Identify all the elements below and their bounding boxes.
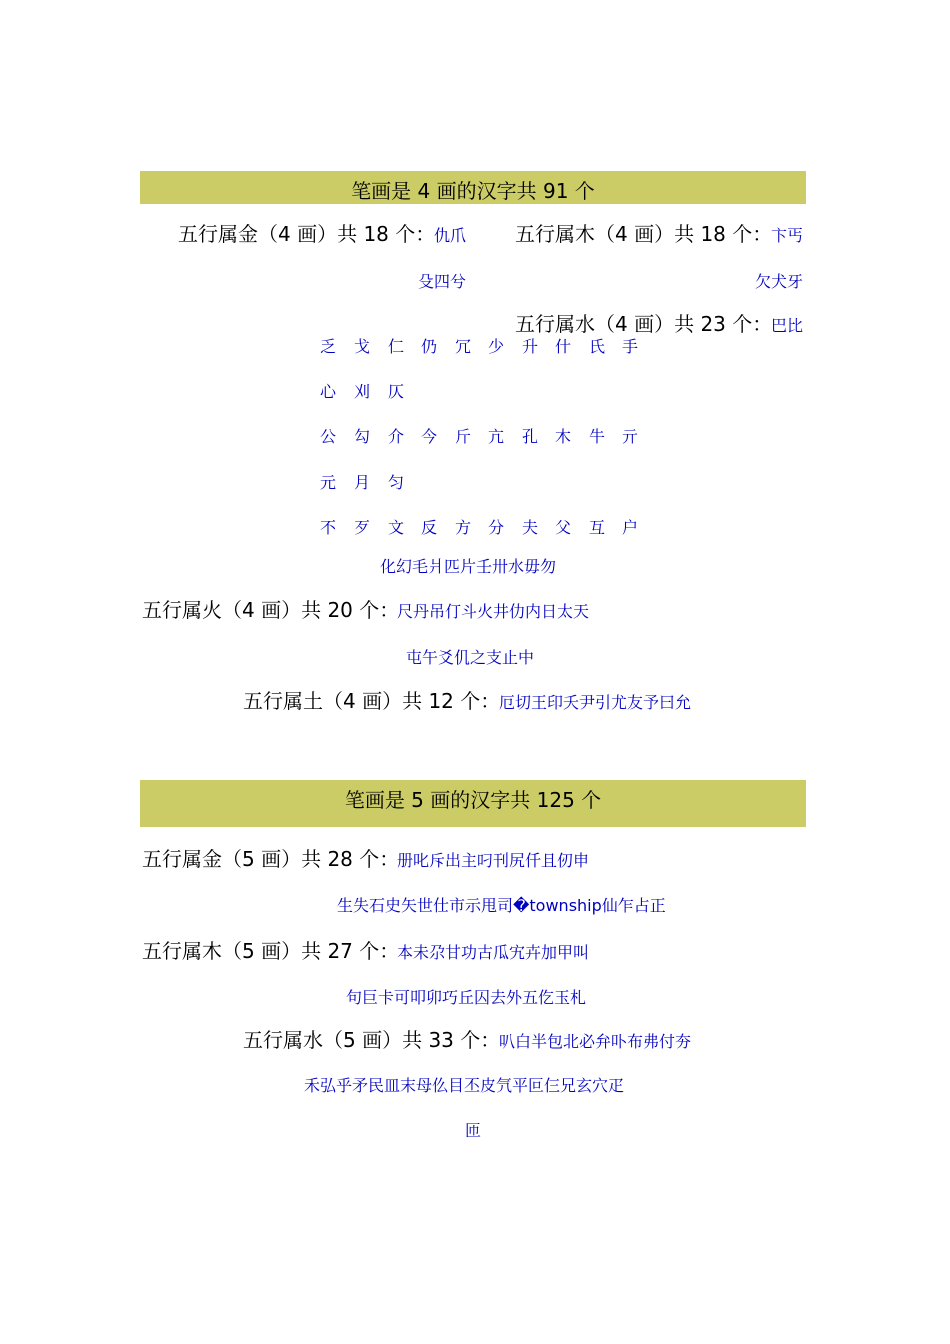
grid-char: 心 [320,382,337,401]
section-4-heading-band [140,171,806,204]
fire-4-chars-line2: 屯午爻仉之支止中 [406,648,535,667]
wood-5-label: 五行属木（5 画）共 27 个： [142,939,400,963]
grid-char: 手 [622,337,639,356]
water-4-chars-line1: 巴比 [771,316,804,335]
grid-char: 文 [388,518,405,537]
grid-char: 匀 [388,473,405,492]
grid-char: 牛 [589,427,606,446]
earth-4-label: 五行属土（4 画）共 12 个： [243,689,501,713]
grid-char: 分 [488,518,505,537]
grid-char: 仍 [421,337,438,356]
grid-char: 不 [320,518,337,537]
grid-char: 升 [522,337,539,356]
water-5-chars-line2: 禾弘乎矛民皿末母仫目丕皮氕平叵仨兄玄穴疋 [304,1076,625,1095]
grid-char: 刈 [354,382,371,401]
grid-char: 父 [555,518,572,537]
grid-char: 元 [320,473,337,492]
section-5-heading-band [140,780,806,827]
grid-char: 反 [421,518,438,537]
fire-4-chars-line1: 尺丹吊仃斗火井仂内日太天 [397,602,590,621]
water-4-label: 五行属水（4 画）共 23 个： [515,312,773,336]
grid-char: 月 [354,473,371,492]
grid-char: 乏 [320,337,337,356]
water-5-chars-line1: 叭白半包北必弁卟布弗付夯 [499,1032,692,1051]
grid-char: 亓 [622,427,639,446]
char-grid-tail: 化幻毛爿匹片壬卅水毋勿 [380,557,557,576]
gold-5-chars-line2: 生失石史矢世仕市示甩司�township仙乍占正 [337,896,666,915]
grid-char: 互 [589,518,606,537]
gold-5-label: 五行属金（5 画）共 28 个： [142,847,400,871]
grid-char: 斤 [455,427,472,446]
grid-char: 今 [421,427,438,446]
wood-5-chars-line2: 句巨卡可叩卯巧丘囚去外五仡玉札 [346,988,587,1007]
water-5-chars-line3: 匝 [465,1121,482,1140]
grid-char: 亢 [488,427,505,446]
gold-4-chars-line2: 殳四兮 [418,272,467,291]
grid-char: 仄 [388,382,405,401]
earth-4-chars-line1: 厄切王印夭尹引尤友予曰允 [499,693,692,712]
gold-4-label: 五行属金（4 画）共 18 个： [178,222,436,246]
grid-char: 勾 [354,427,371,446]
grid-char: 冗 [455,337,472,356]
gold-4-chars-line1: 仇爪 [434,226,467,245]
grid-char: 戈 [354,337,371,356]
grid-char: 公 [320,427,337,446]
grid-char: 仁 [388,337,405,356]
grid-char: 氏 [589,337,606,356]
wood-4-chars-line2: 欠犬牙 [755,272,804,291]
gold-5-chars-line1: 册叱斥出主叼刊尻仟且仞申 [397,851,590,870]
section-4-heading: 笔画是 4 画的汉字共 91 个 [351,179,595,203]
grid-char: 户 [622,518,639,537]
grid-char: 夫 [522,518,539,537]
fire-4-label: 五行属火（4 画）共 20 个： [142,598,400,622]
grid-char: 歹 [354,518,371,537]
grid-char: 什 [555,337,572,356]
grid-char: 木 [555,427,572,446]
water-5-label: 五行属水（5 画）共 33 个： [243,1028,501,1052]
grid-char: 少 [488,337,505,356]
grid-char: 介 [388,427,405,446]
wood-4-label: 五行属木（4 画）共 18 个： [515,222,773,246]
section-5-heading: 笔画是 5 画的汉字共 125 个 [344,788,602,812]
wood-5-chars-line1: 本未尕甘功古瓜宄卉加甲叫 [397,943,590,962]
wood-4-chars-line1: 卞丐 [771,226,804,245]
grid-char: 方 [455,518,472,537]
grid-char: 孔 [522,427,539,446]
